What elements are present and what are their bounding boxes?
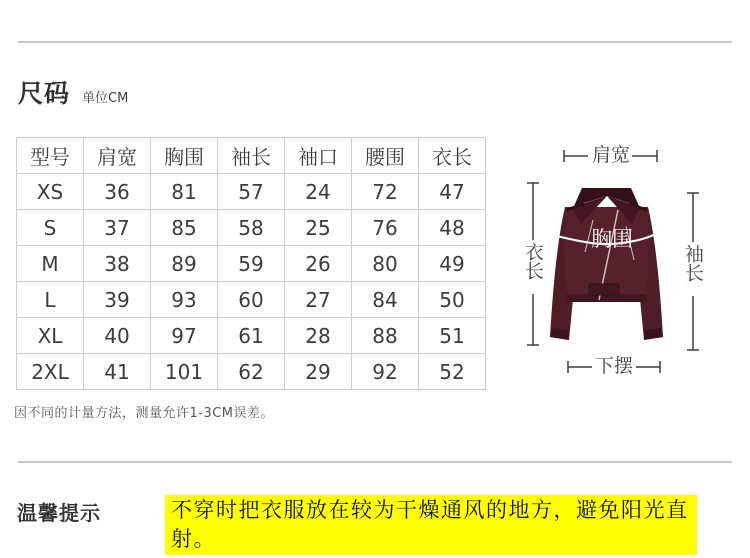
- cell: 24: [285, 174, 352, 210]
- tips-highlight-text: 不穿时把衣服放在较为干燥通风的地方，避免阳光直射。: [165, 495, 697, 555]
- cell: 28: [285, 318, 352, 354]
- cell: 59: [218, 246, 285, 282]
- cell: 38: [84, 246, 151, 282]
- label-hem-width: 下摆: [594, 355, 633, 377]
- cell: 92: [352, 354, 419, 390]
- cell: 76: [352, 210, 419, 246]
- col-header-length: 衣长: [419, 138, 486, 174]
- cell: 80: [352, 246, 419, 282]
- size-row-s: [17, 210, 486, 246]
- cell: 88: [352, 318, 419, 354]
- col-header-shoulder: 肩宽: [84, 138, 151, 174]
- cell: 51: [419, 318, 486, 354]
- jacket-measurement-figure: [495, 130, 745, 400]
- label-sleeve-length: 袖长: [681, 244, 704, 282]
- cell: 40: [84, 318, 151, 354]
- cell: 84: [352, 282, 419, 318]
- cell: 47: [419, 174, 486, 210]
- cell: 60: [218, 282, 285, 318]
- label-garment-length: 衣长: [521, 242, 544, 280]
- cell: 39: [84, 282, 151, 318]
- size-chart-table: [16, 137, 486, 390]
- cell: 41: [84, 354, 151, 390]
- cell: 26: [285, 246, 352, 282]
- cell: L: [17, 282, 84, 318]
- cell: 36: [84, 174, 151, 210]
- tips-title: 温馨提示: [17, 501, 101, 525]
- cell: 81: [151, 174, 218, 210]
- cell: 2XL: [17, 354, 84, 390]
- cell: 61: [218, 318, 285, 354]
- cell: M: [17, 246, 84, 282]
- cell: 89: [151, 246, 218, 282]
- size-row-l: [17, 282, 486, 318]
- col-header-sleeve: 袖长: [218, 138, 285, 174]
- size-unit-label: 单位CM: [82, 91, 129, 106]
- label-chest: 胸围: [591, 227, 633, 251]
- top-divider: [18, 41, 732, 43]
- cell: 101: [151, 354, 218, 390]
- cell: 48: [419, 210, 486, 246]
- cell: 50: [419, 282, 486, 318]
- size-row-xl: [17, 318, 486, 354]
- size-table-header-row: [17, 138, 486, 174]
- col-header-waist: 腰围: [352, 138, 419, 174]
- col-header-model: 型号: [17, 138, 84, 174]
- jacket-shape: [550, 188, 663, 340]
- cell: 58: [218, 210, 285, 246]
- col-header-chest: 胸围: [151, 138, 218, 174]
- measurement-tolerance-note: 因不同的计量方法，测量允许1-3CM误差。: [14, 406, 275, 421]
- cell: 97: [151, 318, 218, 354]
- size-row-xs: [17, 174, 486, 210]
- label-shoulder-width: 肩宽: [591, 144, 630, 166]
- cell: 62: [218, 354, 285, 390]
- size-section-title: 尺码: [18, 79, 71, 108]
- cell: 37: [84, 210, 151, 246]
- cell: 93: [151, 282, 218, 318]
- size-row-m: [17, 246, 486, 282]
- cell: 29: [285, 354, 352, 390]
- bottom-divider: [18, 461, 732, 463]
- cell: S: [17, 210, 84, 246]
- cell: 72: [352, 174, 419, 210]
- cell: 57: [218, 174, 285, 210]
- cell: 49: [419, 246, 486, 282]
- cell: 27: [285, 282, 352, 318]
- cell: XS: [17, 174, 84, 210]
- cell: XL: [17, 318, 84, 354]
- cell: 52: [419, 354, 486, 390]
- col-header-cuff: 袖口: [285, 138, 352, 174]
- cell: 85: [151, 210, 218, 246]
- cell: 25: [285, 210, 352, 246]
- size-row-2xl: [17, 354, 486, 390]
